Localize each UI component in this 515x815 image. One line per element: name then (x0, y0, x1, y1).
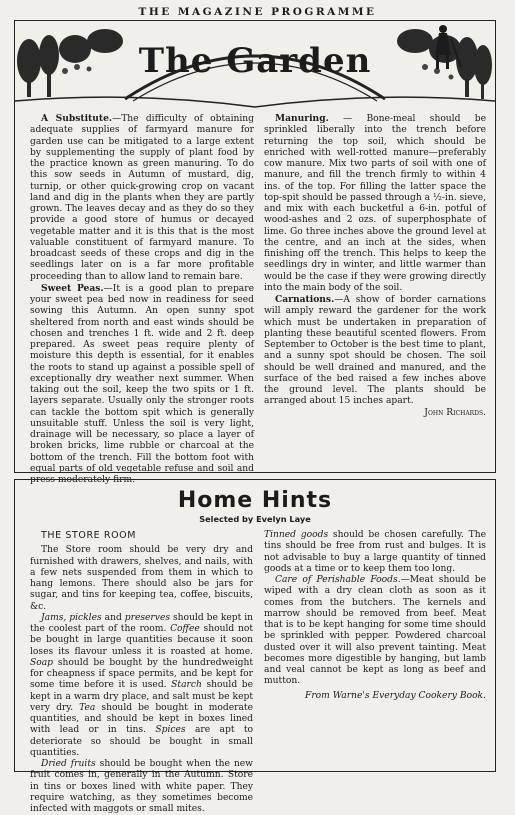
text-tea: should be bought in moderate quantities, and should be kept in boxes lined with lead or in tins. (30, 702, 253, 736)
term-tinned-goods: Tinned goods (264, 530, 329, 540)
text-carnations: —A show of border carnations will amply reward the gardener for the work which must be undertaken in preparation of planting these beautiful scented flowers. From September to October is the best time to plant, and a sunny spot should be chosen. The soil should be well drained and manured, and the surface of the bed raised a few inches above the ground level. The plants should be arranged about 15 inches apart. (264, 295, 486, 407)
paragraph-dried-fruits (30, 759, 253, 815)
text-starch: should be kept in a warm dry place, and salt must be kept very dry. (30, 680, 253, 713)
home-hints-section (14, 479, 496, 814)
term-coffee: Coffee (170, 624, 200, 634)
term-jams: Jams, pickles (41, 612, 102, 623)
running-head: THE MAGAZINE PROGRAMME (138, 6, 377, 18)
text-coffee: should not be bought in large quantities because it soon loses its flavour unless it is roasted at home. (30, 624, 253, 657)
term-dried-fruits: Dried fruits (41, 759, 96, 769)
home-right-column (264, 530, 486, 702)
term-spices: Spices (155, 725, 186, 736)
home-hints-subtitle: Selected by Evelyn Laye (199, 514, 311, 524)
paragraph-carnations (264, 294, 486, 418)
text-dried-fruits: should be bought when the new fruit comes in, generally in the Autumn. Store in tins or boxes lined with white paper. They require watching, as they sometimes become infected with maggots or small mites. (30, 759, 253, 814)
text-perishable-foods: —Meat should be wiped with a dry clean cloth as soon as it comes from the butchers. The kernels and marrow should be removed from beef. Meat that is to be kept hanging for some time should be sprinkled with pepper. Powdered charcoal dusted over it will also prevent tainting. Meat becomes more digestible by hanging, but lamb and veal cannot be kept as long as beef and mutton. (264, 575, 486, 687)
home-left-column (30, 530, 253, 815)
paragraph-store-room: The Store room should be very dry and furnished with drawers, shelves, and nails, with a few nets suspended from them in which to hang lemons. There should also be jars for sugar, and tins for keeping tea, coffee, biscuits, &c. (30, 545, 253, 612)
paragraph-manuring (264, 113, 486, 294)
text-jams: should be kept in the coolest part of the room. (30, 612, 253, 634)
term-perishable-foods: Care of Perishable Foods. (275, 575, 401, 585)
paragraph-jams (30, 613, 253, 759)
paragraph-perishable (264, 575, 486, 688)
text-spices: are apt to deteriorate so should be bought in small quantities. (30, 725, 254, 758)
text-tinned-goods: should be chosen carefully. The tins should be free from rust and bulges. It is not advisable to buy a large quantity of tinned goods at a time or to keep them too long. (264, 530, 486, 574)
term-preserves: preserves (124, 612, 171, 623)
lead-sweet-peas: Sweet Peas. (41, 282, 104, 294)
term-tea: Tea (79, 702, 96, 713)
word-and: and (101, 612, 125, 623)
text-soap: should be bought by the hundredweight for cheapness if space permits, and be kept for some time before it is used. (30, 657, 253, 691)
garden-section (14, 20, 496, 485)
author-signature: John Richards. (424, 407, 486, 418)
section-heading-store-room: THE STORE ROOM (41, 530, 137, 541)
lead-substitute: A Substitute. (41, 113, 113, 124)
source-credit: From Warne's Everyday Cookery Book. (304, 690, 486, 701)
term-soap: Soap (30, 657, 54, 668)
paragraph-sweet-peas (30, 283, 254, 487)
paragraph-substitute (30, 113, 254, 283)
home-hints-title: Home Hints (177, 488, 333, 513)
text-substitute: —The difficulty of obtaining adequate supplies of farmyard manure for garden use can be mitigated to a large extent by supplementing the supply of plant food by the practice known as green manuring. To do this sow seeds in Autumn of mustard, dig, turnip, or other quick-growing crop on vacant land and dig in the plants when they are partly grown. The leaves decay and as they do so they provide a good store of humus or decayed vegetable matter and it is this that is the most valuable constituent of farmyard manure. To broadcast seeds of these crops and dig in the seedlings later on is a far more profitable proceeding than to allow land to remain bare. (30, 114, 254, 282)
lead-carnations: Carnations. (275, 294, 335, 305)
lead-manuring: Manuring. (275, 113, 329, 124)
text-manuring: — Bone-meal should be sprinkled liberally into the trench before returning the top soil, which should be enriched with well-rotted manure—preferably cow manure. Mix two parts of soil with one of manure, and fill the trench firmly to within 4 ins. of the top. For filling the latter space the top-spit should be passed through a ½-in. sieve, and mix with each bucketful a 6-in. potful of wood-ashes and 2 ozs. of superphosphate of lime. Go three inches above the ground level at the centre, and an inch at the sides, when finishing off the trench. This helps to keep the seedlings dry in winter, and little warmer than would be the case if they were growing directly into the main body of the soil. (264, 114, 486, 293)
garden-left-column (30, 113, 254, 486)
garden-title: The Garden (138, 41, 372, 81)
garden-right-column (264, 113, 486, 419)
text-sweet-peas: —It is a good plan to prepare your sweet pea bed now in readiness for seed sowing this Autumn. An open sunny spot sheltered from north and east winds should be chosen and trenches 1 ft. wide and 2 ft. deep prepared. As sweet peas require plenty of moisture this depth is essential, for it enables the roots to stand up against a possible spell of exceptionally dry weather next summer. When taking out the soil, keep the two spits or 1 ft. layers separate. Usually only the stronger roots can tackle the bottom spit which is generally unsuitable stuff. Unless the soil is very light, drainage will be necessary, so place a layer of broken bricks, lime rubble or charcoal at the bottom of the trench. Fill the bottom foot with equal parts of old vegetable refuse and soil and press moderately firm. (30, 283, 254, 485)
term-starch: Starch (171, 680, 202, 691)
paragraph-tinned (264, 530, 486, 575)
